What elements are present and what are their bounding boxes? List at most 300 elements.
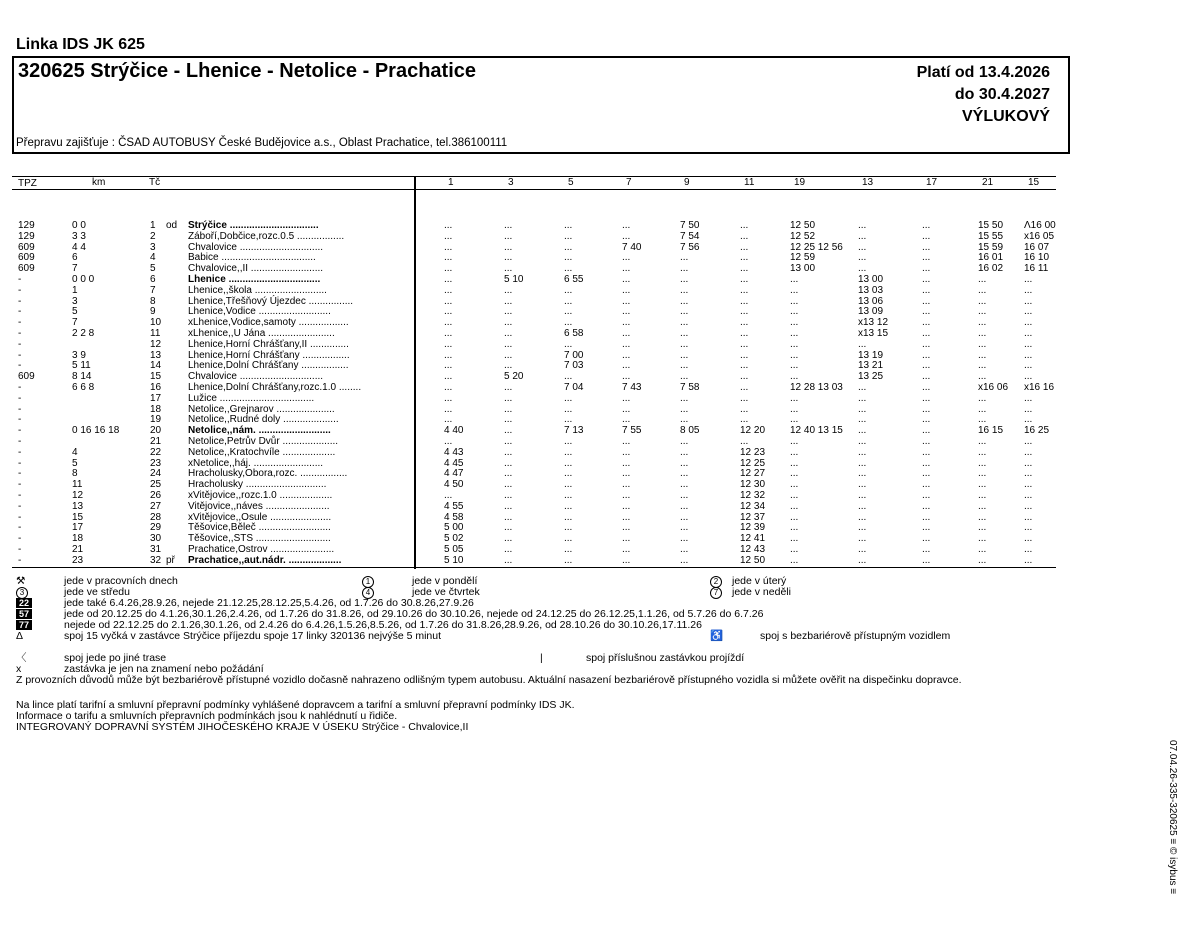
time-cell: ... — [978, 446, 987, 458]
time-cell: ... — [740, 328, 749, 339]
time-cell: ... — [444, 436, 453, 447]
stop-name: Lhenice,Horní Chrášťany,II .............. — [188, 338, 349, 350]
time-cell: ... — [504, 554, 513, 566]
stop-tc: 5 — [150, 263, 156, 275]
stop-name: Hracholusky,Obora,rozc. ................. — [188, 468, 348, 480]
col-km: km — [92, 177, 106, 188]
stop-tpz: - — [18, 317, 22, 329]
time-cell: ... — [680, 522, 689, 534]
time-cell: ... — [680, 414, 689, 426]
stop-tpz: 609 — [18, 241, 35, 253]
time-cell: ... — [922, 306, 931, 318]
time-cell: ... — [564, 446, 573, 458]
time-cell: ... — [680, 554, 689, 566]
time-cell: ... — [1024, 500, 1033, 512]
time-cell: ... — [922, 371, 931, 383]
stop-name: Chvalovice,,II .......................... — [188, 263, 324, 275]
time-cell: ... — [504, 500, 513, 512]
stop-tc: 29 — [150, 522, 162, 534]
legend-monday: jede v pondělí — [412, 575, 478, 587]
time-cell: ... — [922, 349, 931, 361]
time-cell: ... — [680, 284, 689, 296]
time-cell: ... — [444, 392, 453, 404]
stop-name: Lhenice,Dolní Chrášťany,rozc.1.0 ........ — [188, 382, 362, 393]
stop-tc: 13 — [150, 349, 162, 361]
time-cell: ... — [504, 295, 513, 307]
time-cell: ... — [504, 446, 513, 458]
time-cell: x13 12 — [858, 317, 889, 329]
time-cell: 12 43 — [740, 544, 766, 555]
carrier-info: Přepravu zajišťuje : ČSAD AUTOBUSY České Budějovice a.s., Oblast Prachatice, tel.386100111 — [16, 137, 508, 149]
stop-tpz: - — [18, 479, 22, 491]
time-cell: ... — [858, 544, 867, 555]
time-cell: ... — [978, 338, 987, 350]
stop-km: 7 — [72, 263, 78, 275]
time-cell: ... — [858, 414, 867, 426]
time-cell: ... — [680, 274, 689, 285]
trip-header-17: 17 — [926, 177, 938, 188]
trip-header-9: 9 — [684, 177, 690, 188]
time-cell: ... — [504, 220, 513, 231]
stop-tpz: - — [18, 338, 22, 350]
time-cell: 7 54 — [680, 230, 700, 242]
other-route-icon: 〈 — [16, 652, 27, 664]
time-cell: ... — [790, 306, 799, 318]
stop-tc: 26 — [150, 490, 162, 501]
stop-name: Strýčice ................................ — [188, 220, 319, 231]
legend-request: zastávka je jen na znamení nebo požádání — [64, 663, 264, 675]
stop-name: Netolice,Petrův Dvůr .................... — [188, 436, 339, 447]
time-cell: ... — [978, 284, 987, 296]
time-cell: 13 19 — [858, 349, 884, 361]
time-cell: ... — [680, 360, 689, 372]
time-cell: ... — [978, 360, 987, 372]
stop-tpz: - — [18, 511, 22, 523]
stop-tpz: - — [18, 425, 22, 437]
legend-sunday: jede v neděli — [732, 586, 791, 598]
stop-tpz: 129 — [18, 230, 35, 242]
time-cell: ... — [978, 414, 987, 426]
time-cell: ... — [790, 338, 799, 350]
time-cell: 12 20 — [740, 425, 766, 437]
stop-name: Babice .................................. — [188, 252, 316, 264]
time-cell: ... — [564, 544, 573, 555]
stop-tpz: - — [18, 500, 22, 512]
time-cell: ... — [978, 371, 987, 383]
stop-tpz: - — [18, 295, 22, 307]
stop-tc: 25 — [150, 479, 162, 491]
stop-name: Chvalovice .............................. — [188, 241, 324, 253]
time-cell: x13 15 — [858, 328, 889, 339]
time-cell: ... — [622, 403, 631, 415]
stop-km: 5 — [72, 306, 78, 318]
time-cell: ... — [1024, 392, 1033, 404]
time-cell: 13 00 — [858, 274, 884, 285]
time-cell: ... — [680, 511, 689, 523]
time-cell: ... — [978, 306, 987, 318]
stop-name: Těšovice,,STS ........................... — [188, 533, 331, 545]
time-cell: 6 58 — [564, 328, 584, 339]
time-cell: ... — [922, 382, 931, 393]
time-cell: ... — [622, 500, 631, 512]
time-cell: ... — [504, 317, 513, 329]
stop-km: 8 14 — [72, 371, 92, 383]
time-cell: ... — [790, 457, 799, 469]
time-cell: ... — [680, 349, 689, 361]
time-cell: ... — [858, 241, 867, 253]
time-cell: ... — [680, 263, 689, 275]
badge-22: 22 — [16, 598, 32, 608]
stop-km: 17 — [72, 522, 84, 534]
time-cell: ... — [978, 274, 987, 285]
tools-icon: ⚒ — [16, 575, 26, 587]
stop-tpz: - — [18, 382, 22, 393]
stop-km: 3 9 — [72, 349, 86, 361]
time-cell: ... — [922, 392, 931, 404]
time-cell: ... — [564, 230, 573, 242]
time-cell: 7 56 — [680, 241, 700, 253]
stop-tc: 7 — [150, 284, 156, 296]
stop-tc: 17 — [150, 392, 162, 404]
legend-delta: spoj 15 vyčká v zastávce Strýčice příjezdu spoje 17 linky 320136 nejvýše 5 minut — [64, 630, 442, 642]
note-tariff: Na lince platí tarifní a smluvní přepravní podmínky vyhlášené dopravcem a tarifní a smluvní přepravní podmínky IDS JK. — [16, 699, 575, 711]
time-cell: ... — [740, 220, 749, 231]
time-cell: ... — [858, 457, 867, 469]
time-cell: ... — [740, 360, 749, 372]
stop-tc: 30 — [150, 533, 162, 545]
stop-tc: 24 — [150, 468, 162, 480]
trip-header-21: 21 — [982, 177, 994, 188]
time-cell: ... — [858, 500, 867, 512]
time-cell: ... — [622, 263, 631, 275]
time-cell: ... — [444, 403, 453, 415]
time-cell: ... — [564, 392, 573, 404]
pass-icon: | — [540, 652, 543, 664]
time-cell: ... — [922, 241, 931, 253]
stop-tc: 12 — [150, 338, 162, 350]
stop-km: 0 16 16 18 — [72, 425, 120, 437]
time-cell: ... — [978, 522, 987, 534]
time-cell: ... — [740, 403, 749, 415]
stop-tpz: - — [18, 349, 22, 361]
time-cell: 7 40 — [622, 241, 642, 253]
time-cell: ... — [622, 479, 631, 491]
stop-tc: 9 — [150, 306, 156, 318]
stop-name: Chvalovice .............................. — [188, 371, 324, 383]
stop-tpz: 609 — [18, 371, 35, 383]
stop-tpz: - — [18, 284, 22, 296]
time-cell: 12 41 — [740, 533, 766, 545]
time-cell: 6 55 — [564, 274, 584, 285]
time-cell: x16 05 — [1024, 230, 1055, 242]
page-title: 320625 Strýčice - Lhenice - Netolice - Prachatice — [18, 60, 476, 82]
stop-tpz: - — [18, 392, 22, 404]
time-cell: ... — [978, 511, 987, 523]
time-cell: ... — [790, 371, 799, 383]
time-cell: ... — [504, 360, 513, 372]
stop-name: Netolice,,Kratochvíle ................... — [188, 446, 336, 458]
time-cell: 15 59 — [978, 241, 1004, 253]
stop-km: 8 — [72, 468, 78, 480]
time-cell: ... — [740, 295, 749, 307]
timetable-type: VÝLUKOVÝ — [961, 108, 1050, 125]
time-cell: ... — [564, 436, 573, 447]
stop-km: 3 3 — [72, 230, 86, 242]
stop-flag: př — [166, 554, 175, 566]
time-cell: ... — [1024, 511, 1033, 523]
legend-tuesday: jede v úterý — [732, 575, 787, 587]
time-cell: ... — [564, 284, 573, 296]
stop-tpz: - — [18, 457, 22, 469]
stop-tc: 19 — [150, 414, 162, 426]
time-cell: ... — [858, 230, 867, 242]
time-cell: ... — [790, 274, 799, 285]
time-cell: ... — [978, 479, 987, 491]
stop-tc: 10 — [150, 317, 162, 329]
time-cell: ... — [1024, 522, 1033, 534]
time-cell: ... — [922, 468, 931, 480]
time-cell: ... — [504, 457, 513, 469]
valid-from: Platí od 13.4.2026 — [916, 64, 1050, 81]
time-cell: 13 06 — [858, 295, 884, 307]
time-cell: ... — [622, 328, 631, 339]
time-cell: ... — [564, 457, 573, 469]
time-cell: ... — [504, 252, 513, 264]
time-cell: ... — [564, 554, 573, 566]
stop-name: Lhenice,Horní Chrášťany ................. — [188, 349, 350, 361]
time-cell: ... — [564, 220, 573, 231]
timetable-grid — [12, 176, 1056, 568]
time-cell: ... — [622, 457, 631, 469]
time-cell: ... — [444, 338, 453, 350]
time-cell: ... — [1024, 306, 1033, 318]
time-cell: ... — [680, 392, 689, 404]
time-cell: ... — [790, 349, 799, 361]
stop-tc: 1 — [150, 220, 156, 231]
time-cell: ... — [922, 295, 931, 307]
time-cell: 4 50 — [444, 479, 464, 491]
time-cell: ... — [622, 230, 631, 242]
time-cell: ... — [504, 241, 513, 253]
time-cell: 12 27 — [740, 468, 766, 480]
stop-tc: 14 — [150, 360, 162, 372]
time-cell: 16 01 — [978, 252, 1004, 264]
stop-tc: 27 — [150, 500, 162, 512]
time-cell: 5 05 — [444, 544, 464, 555]
time-cell: ... — [444, 230, 453, 242]
time-cell: ... — [922, 360, 931, 372]
time-cell: ... — [1024, 274, 1033, 285]
time-cell: ... — [680, 446, 689, 458]
time-cell: ... — [922, 436, 931, 447]
stop-name: Prachatice,Ostrov ....................... — [188, 544, 335, 555]
time-cell: 12 50 — [790, 220, 816, 231]
legend — [16, 576, 1096, 734]
time-cell: 13 03 — [858, 284, 884, 296]
time-cell: ... — [858, 436, 867, 447]
badge-77: 77 — [16, 620, 32, 630]
legend-thursday: jede ve čtvrtek — [412, 586, 480, 598]
time-cell: ... — [740, 414, 749, 426]
time-cell: ... — [978, 295, 987, 307]
time-cell: ... — [858, 479, 867, 491]
time-cell: ... — [922, 490, 931, 501]
stop-tc: 2 — [150, 230, 156, 242]
time-cell: ... — [444, 241, 453, 253]
stop-tc: 23 — [150, 457, 162, 469]
time-cell: ... — [858, 403, 867, 415]
stop-tc: 11 — [150, 328, 161, 339]
stop-tpz: - — [18, 490, 22, 501]
time-cell: ... — [564, 522, 573, 534]
stop-name: Lužice .................................. — [188, 392, 315, 404]
time-cell: ... — [564, 468, 573, 480]
time-cell: 12 25 — [740, 457, 766, 469]
time-cell: ... — [978, 490, 987, 501]
time-cell: ... — [790, 446, 799, 458]
time-cell: ... — [922, 457, 931, 469]
time-cell: ... — [740, 230, 749, 242]
time-cell: ... — [978, 403, 987, 415]
stop-tc: 16 — [150, 382, 162, 393]
time-cell: ... — [790, 544, 799, 555]
stop-tc: 4 — [150, 252, 156, 264]
trip-header-5: 5 — [568, 177, 574, 188]
time-cell: ... — [978, 436, 987, 447]
time-cell: ... — [444, 274, 453, 285]
time-cell: ... — [680, 468, 689, 480]
time-cell: ... — [504, 403, 513, 415]
time-cell: ... — [858, 468, 867, 480]
col-tc: Tč — [149, 177, 161, 188]
stop-km: 21 — [72, 544, 84, 555]
time-cell: ... — [622, 317, 631, 329]
time-cell: 5 10 — [444, 554, 464, 566]
time-cell: ... — [564, 500, 573, 512]
time-cell: ... — [978, 544, 987, 555]
time-cell: ... — [790, 554, 799, 566]
time-cell: ... — [978, 317, 987, 329]
time-cell: ... — [922, 338, 931, 350]
time-cell: ... — [858, 425, 867, 437]
time-cell: ... — [564, 490, 573, 501]
time-cell: ... — [622, 414, 631, 426]
time-cell: ... — [622, 511, 631, 523]
time-cell: ... — [680, 403, 689, 415]
time-cell: ... — [622, 468, 631, 480]
stop-km: 1 — [72, 284, 78, 296]
time-cell: ... — [680, 479, 689, 491]
time-cell: ... — [564, 533, 573, 545]
time-cell: 16 11 — [1024, 263, 1049, 275]
time-cell: ... — [790, 392, 799, 404]
time-cell: ... — [680, 306, 689, 318]
circle-2-icon: 2 — [710, 576, 722, 588]
stop-km: 5 — [72, 457, 78, 469]
circle-1-icon: 1 — [362, 576, 374, 588]
time-cell: ... — [978, 500, 987, 512]
time-cell: ... — [444, 306, 453, 318]
time-cell: ... — [564, 317, 573, 329]
stop-km: 7 — [72, 317, 78, 329]
time-cell: ... — [680, 317, 689, 329]
time-cell: ... — [978, 328, 987, 339]
time-cell: ... — [564, 306, 573, 318]
time-cell: ... — [790, 317, 799, 329]
time-cell: ... — [504, 284, 513, 296]
time-cell: ... — [978, 533, 987, 545]
time-cell: 7 03 — [564, 360, 584, 372]
time-cell: ... — [444, 360, 453, 372]
time-cell: 7 43 — [622, 382, 642, 393]
time-cell: ... — [1024, 295, 1033, 307]
time-cell: 12 39 — [740, 522, 766, 534]
stop-tpz: - — [18, 306, 22, 318]
time-cell: ... — [790, 468, 799, 480]
time-cell: ... — [922, 446, 931, 458]
legend-pass: spoj příslušnou zastávkou projíždí — [586, 652, 745, 664]
time-cell: ... — [444, 263, 453, 275]
stop-km: 2 2 8 — [72, 328, 95, 339]
time-cell: ... — [922, 284, 931, 296]
time-cell: ... — [858, 554, 867, 566]
time-cell: ... — [922, 522, 931, 534]
time-cell: 5 10 — [504, 274, 524, 285]
legend-other-route: spoj jede po jiné trase — [64, 652, 167, 664]
stop-km: 11 — [72, 479, 83, 491]
time-cell: ... — [740, 274, 749, 285]
time-cell: ... — [680, 533, 689, 545]
time-cell: ... — [1024, 360, 1033, 372]
time-cell: ... — [978, 554, 987, 566]
time-cell: ... — [1024, 284, 1033, 296]
time-cell: ... — [504, 230, 513, 242]
time-cell: 5 00 — [444, 522, 464, 534]
time-cell: ... — [858, 522, 867, 534]
time-cell: 7 55 — [622, 425, 642, 437]
time-cell: ... — [978, 392, 987, 404]
trip-header-15: 15 — [1028, 177, 1040, 188]
stop-tc: 8 — [150, 295, 156, 307]
time-cell: ... — [680, 457, 689, 469]
time-cell: ... — [790, 295, 799, 307]
time-cell: 13 00 — [790, 263, 816, 275]
time-cell: ... — [680, 490, 689, 501]
trip-header-19: 19 — [794, 177, 806, 188]
stop-km: 4 — [72, 446, 78, 458]
time-cell: ... — [504, 414, 513, 426]
time-cell: ... — [504, 544, 513, 555]
time-cell: ... — [858, 533, 867, 545]
legend-wednesday: jede ve středu — [64, 586, 130, 598]
stop-km: 15 — [72, 511, 84, 523]
time-cell: ... — [622, 490, 631, 501]
time-cell: ... — [680, 500, 689, 512]
time-cell: ... — [978, 468, 987, 480]
time-cell: ... — [922, 328, 931, 339]
time-cell: ... — [858, 392, 867, 404]
time-cell: ... — [622, 349, 631, 361]
time-cell: ... — [922, 544, 931, 555]
wheelchair-icon: ♿ — [710, 630, 724, 642]
stop-km: 5 11 — [72, 360, 91, 372]
time-cell: 4 58 — [444, 511, 464, 523]
time-cell: ... — [922, 252, 931, 264]
stop-km: 13 — [72, 500, 84, 512]
time-cell: ... — [622, 338, 631, 350]
time-cell: ... — [922, 425, 931, 437]
time-cell: ... — [740, 338, 749, 350]
